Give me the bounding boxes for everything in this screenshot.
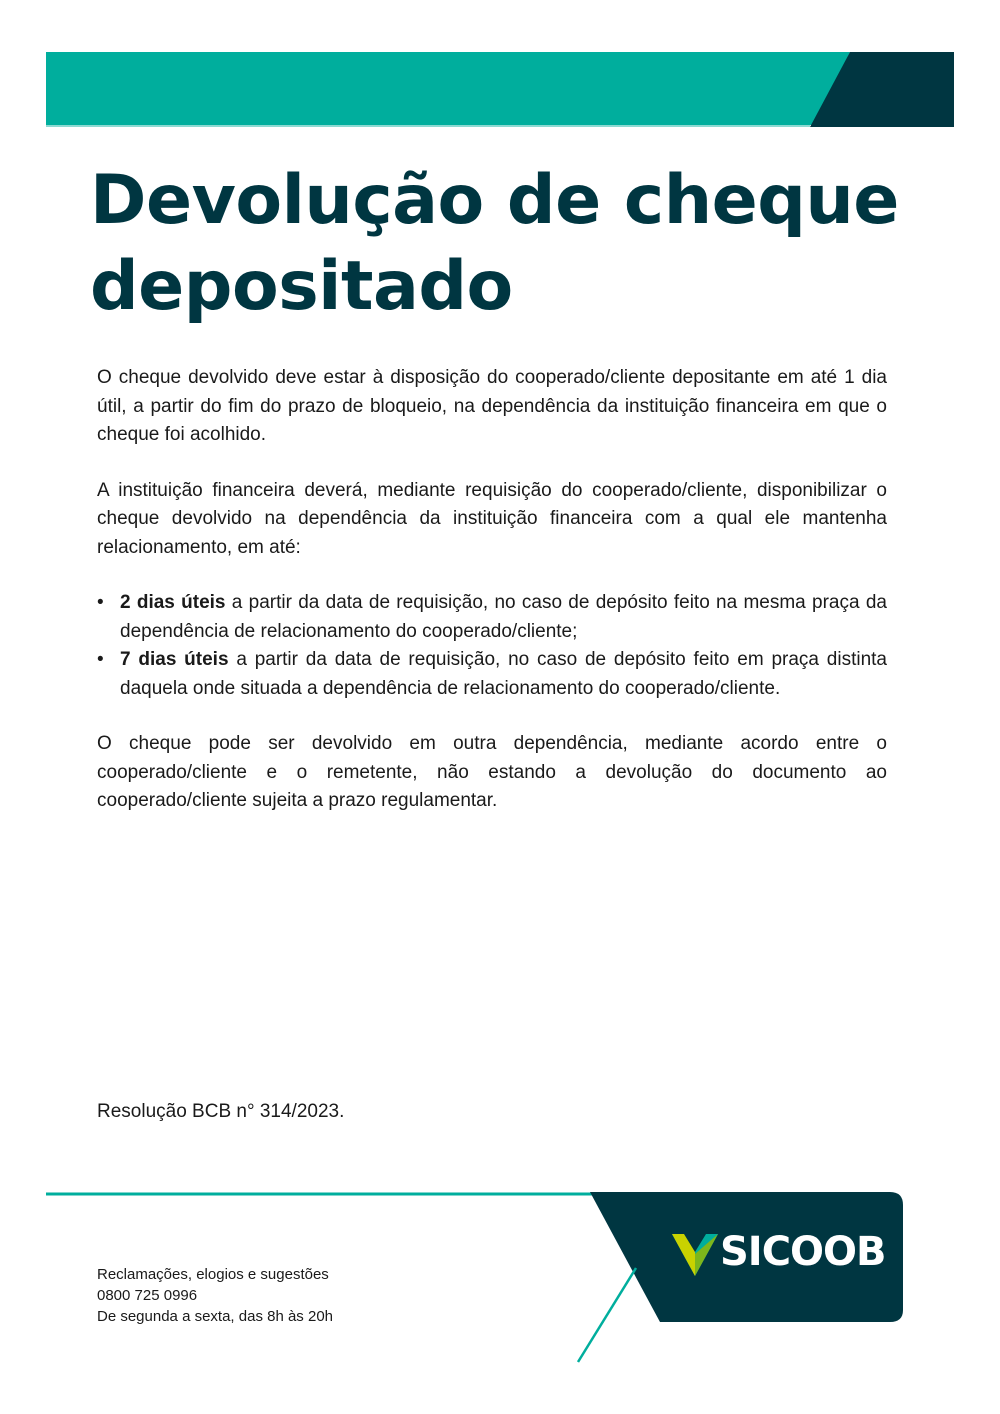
header-band [0,0,1000,140]
page-title [90,158,910,330]
closing-paragraph: O cheque pode ser devolvido em outra dependência, mediante acordo entre o cooperado/cliente e o remetente, não estando a devolução do documento ao cooperado/cliente sujeita a prazo regulamentar. [97,733,887,811]
paragraph-1: O cheque devolvido deve estar à disposição do cooperado/cliente depositante em até 1 dia útil, a partir do fim do prazo de bloqueio, na dependência da instituição financeira em que o cheque foi acolhido. [97,367,887,445]
header-teal-stripe [46,52,850,125]
title-line-1: Devolução de cheque [90,161,899,240]
list-item [97,646,887,703]
bullet-1-text: a partir da data de requisição, no caso de depósito feito na mesma praça da dependência de relacionamento do cooperado/cliente; [120,592,887,642]
document-body [97,364,887,843]
deadline-list [97,589,887,703]
bullet-2-text: a partir da data de requisição, no caso de depósito feito em praça distinta daquela onde situada a dependência de relacionamento do cooperado/cliente. [120,649,887,699]
bullet-2-bold: 7 dias úteis [120,649,229,670]
bullet-icon: • [97,592,104,613]
paragraph-2: A instituição financeira deverá, mediante requisição do cooperado/cliente, disponibilizar o cheque devolvido na dependência da instituição financeira com a qual ele mantenha relacionamento, em até: [97,479,887,558]
title-line-2: depositado [90,247,513,326]
contact-phone: 0800 725 0996 [97,1287,198,1304]
brand-name: SICOOB [720,1229,886,1275]
contact-info [97,1264,333,1327]
footer-diagonal-line [578,1268,636,1362]
contact-heading: Reclamações, elogios e sugestões [97,1266,329,1283]
list-item [97,589,887,646]
resolution-reference: Resolução BCB n° 314/2023. [97,1101,345,1122]
bullet-icon: • [97,649,104,670]
bullet-1-bold: 2 dias úteis [120,592,226,613]
contact-hours: De segunda a sexta, das 8h às 20h [97,1308,334,1325]
